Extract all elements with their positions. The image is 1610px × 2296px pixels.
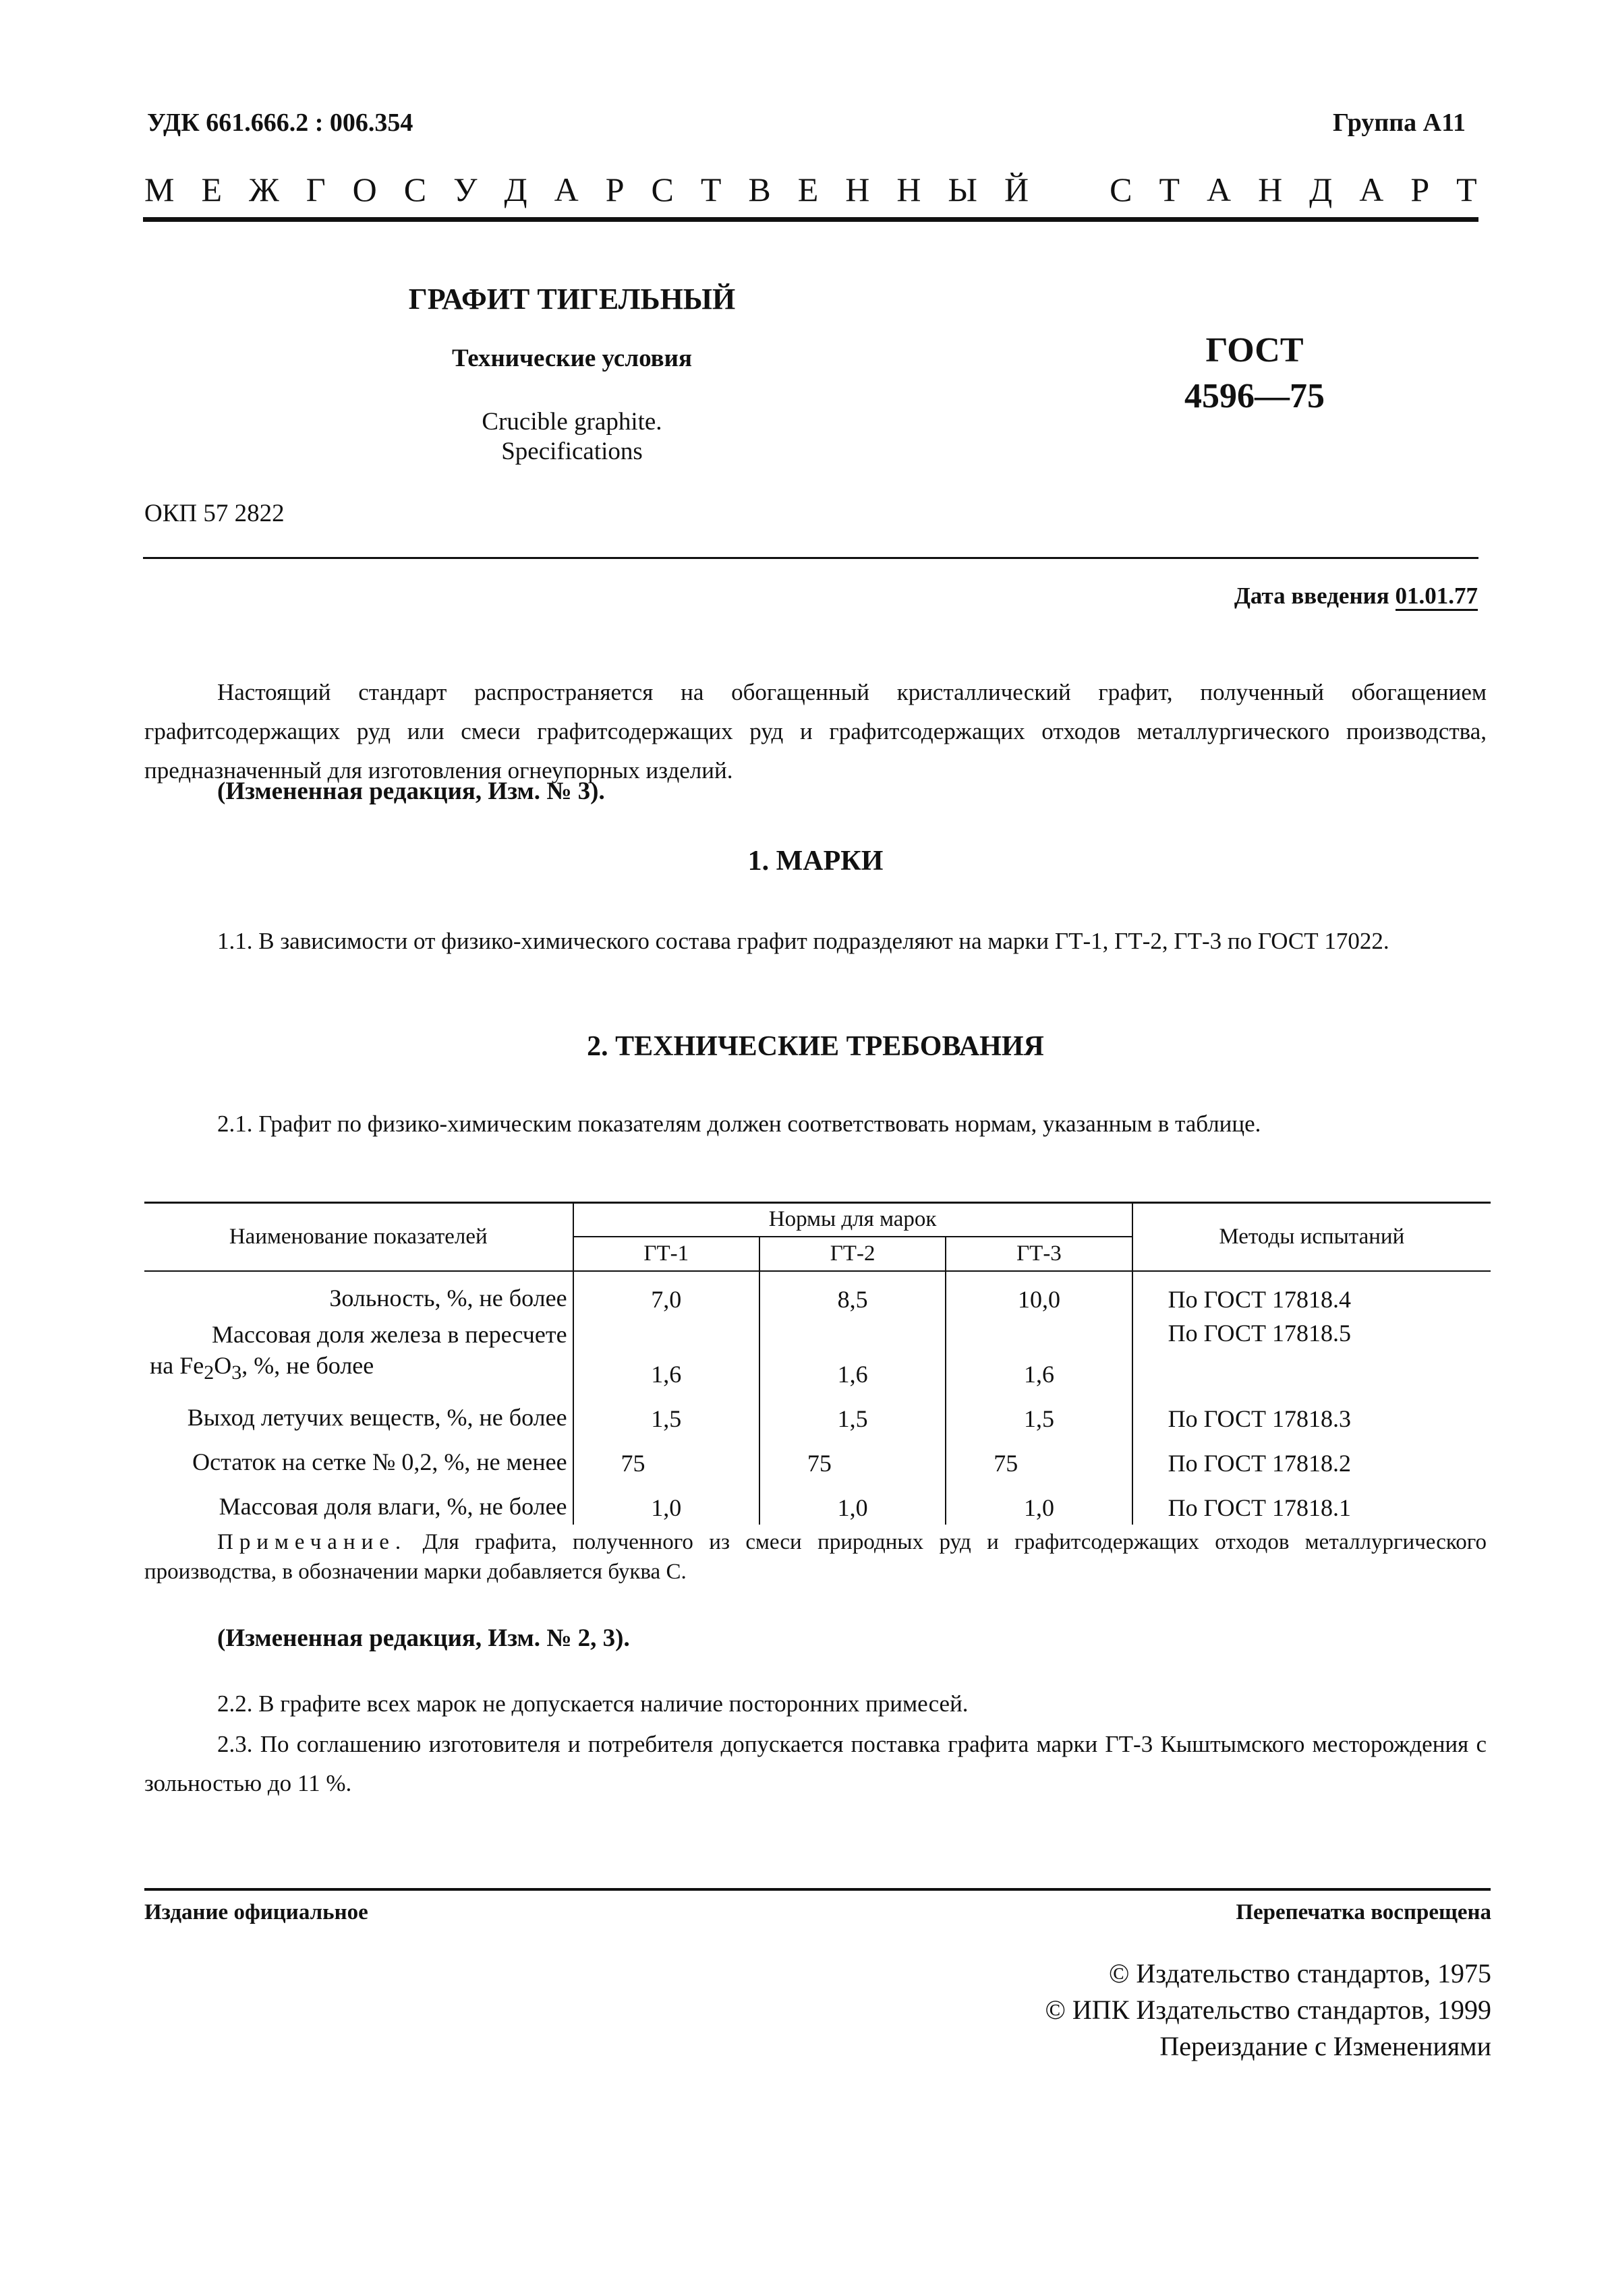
row-value: 10,0 [946,1271,1132,1316]
row-name-mid: O [214,1352,232,1379]
section-2-amendment: (Измененная редакция, Изм. № 2, 3). [217,1624,630,1652]
row-method: По ГОСТ 17818.4 [1168,1286,1351,1313]
row-value: 1,6 [759,1316,946,1391]
banner-letter: М [144,171,175,208]
section-2-heading: 2. ТЕХНИЧЕСКИЕ ТРЕБОВАНИЯ [587,1031,1044,1062]
banner-letter: Г [306,171,326,208]
row-value: 1,0 [946,1480,1132,1525]
title-rule [143,557,1478,559]
row-method: По ГОСТ 17818.1 [1168,1494,1351,1522]
effective-date-label: Дата введения [1234,583,1389,609]
banner-letter: А [554,171,579,208]
banner-letter: В [748,171,771,208]
banner-letter: Й [1004,171,1029,208]
row-value: 8,5 [759,1271,946,1316]
clause-1-1: 1.1. В зависимости от физико-химического состава графит подразделяют на марки ГТ-1, ГТ-2, ГТ-3 по ГОСТ 17022. [217,928,1389,954]
row-name [144,1316,573,1391]
col-header-grade: ГТ-1 [573,1237,759,1271]
banner-letter: Е [201,171,222,208]
row-name: Массовая доля влаги, %, не более [219,1493,567,1521]
banner-letter: Н [1258,171,1283,208]
table-row [144,1436,1491,1480]
norms-table [144,1203,1491,1525]
banner-letter: А [1206,171,1232,208]
banner-letter: А [1359,171,1384,208]
section-1-heading: 1. МАРКИ [747,846,884,877]
banner-letter: Р [1410,171,1430,208]
clause-2-1: 2.1. Графит по физико-химическим показателям должен соответствовать нормам, указанным в таблице. [217,1111,1261,1137]
table-row [144,1391,1491,1436]
banner-letter: Е [797,171,819,208]
clause-2-2: 2.2. В графите всех марок не допускается наличие посторонних примесей. [217,1690,969,1717]
row-value: 1,5 [759,1391,946,1436]
row-name: Выход летучих веществ, %, не более [187,1404,567,1432]
udk-code: УДК 661.666.2 : 006.354 [147,109,413,137]
document-title: ГРАФИТ ТИГЕЛЬНЫЙ [408,283,736,316]
banner-letter: Н [896,171,921,208]
table-row [144,1271,1491,1316]
row-name-suffix: , %, не более [241,1352,374,1379]
english-title-line2: Specifications [501,438,643,465]
copyright-block [1045,1955,1491,2065]
clause-2-3: 2.3. По соглашению изготовителя и потребителя допускается поставка графита марки ГТ-3 Кыштымского месторождения с зольностью до 11 %. [144,1731,1487,1796]
intro-amendment: (Измененная редакция, Изм. № 3). [217,777,605,805]
banner-letter: Р [605,171,625,208]
banner-letter: С [1110,171,1132,208]
banner-letter: Д [1309,171,1333,208]
row-value: 75 [759,1436,946,1480]
document-subtitle: Технические условия [452,345,692,372]
row-method: По ГОСТ 17818.2 [1168,1450,1351,1477]
copyright-1999: © ИПК Издательство стандартов, 1999 [1045,1995,1491,2025]
row-name: Остаток на сетке № 0,2, %, не менее [192,1448,567,1476]
note-label: Примечание. [217,1530,407,1554]
copyright-1975: © Издательство стандартов, 1975 [1108,1958,1491,1989]
group-code: Группа А11 [1332,109,1466,137]
banner-letter: Т [700,171,722,208]
effective-date-value: 01.01.77 [1396,583,1478,611]
col-header-name: Наименование показателей [144,1203,573,1271]
col-header-grade: ГТ-2 [759,1237,946,1271]
reprint-prohibited: Перепечатка воспрещена [1236,1900,1491,1924]
row-value: 1,0 [573,1480,759,1525]
row-method: По ГОСТ 17818.3 [1168,1405,1351,1433]
official-edition: Издание официальное [144,1900,368,1924]
banner-letter: Ы [948,171,978,208]
table-note [144,1527,1487,1587]
col-header-methods: Методы испытаний [1132,1203,1491,1271]
banner-letter: Д [504,171,527,208]
banner-letter: С [651,171,674,208]
okp-code: ОКП 57 2822 [144,500,285,527]
banner-letter: С [403,171,427,208]
row-value: 75 [946,1436,1132,1480]
row-name-line2 [150,1350,567,1388]
intro-paragraph: Настоящий стандарт распространяется на обогащенный кристаллический графит, полученный обогащением графитсодержащих руд или смеси графитсодержащих руд и графитсодержащих отходов металлургического производства, предназначенный для изготовления огнеупорных изделий. [144,679,1487,784]
row-value: 75 [573,1436,759,1480]
gost-label: ГОСТ [1205,331,1304,370]
footer-rule [144,1888,1491,1891]
header-rule [143,217,1478,222]
table-row [144,1480,1491,1525]
effective-date [1234,583,1478,610]
banner-letter: У [453,171,478,208]
row-name-prefix: на Fe [150,1352,204,1379]
note-text: Для графита, полученного из смеси природных руд и графитсодержащих отходов металлургического производства, в обозначении марки добавляется буква С. [144,1530,1487,1584]
row-name-sub: 3 [231,1361,242,1384]
row-value: 1,0 [759,1480,946,1525]
reissue-note: Переиздание с Изменениями [1159,2031,1491,2061]
row-value: 7,0 [573,1271,759,1316]
banner-letter: Н [845,171,870,208]
banner-gap [1056,170,1083,209]
row-name-line1: Массовая доля железа в пересчете [212,1321,567,1348]
gost-number: 4596—75 [1184,377,1325,415]
banner-letter: Т [1456,171,1477,208]
english-title-line1: Crucible graphite. [482,408,662,436]
row-value: 1,5 [573,1391,759,1436]
col-header-norms: Нормы для марок [573,1203,1132,1237]
row-value: 1,6 [573,1316,759,1391]
row-value: 1,5 [946,1391,1132,1436]
row-method: По ГОСТ 17818.5 [1168,1320,1351,1347]
row-value: 1,6 [946,1316,1132,1391]
standard-banner [144,170,1477,209]
banner-letter: Т [1159,171,1180,208]
banner-letter: О [352,171,377,208]
table-row [144,1316,1491,1391]
banner-letter: Ж [248,171,279,208]
col-header-grade: ГТ-3 [946,1237,1132,1271]
row-name: Зольность, %, не более [329,1285,567,1312]
row-name-sub: 2 [204,1361,214,1384]
